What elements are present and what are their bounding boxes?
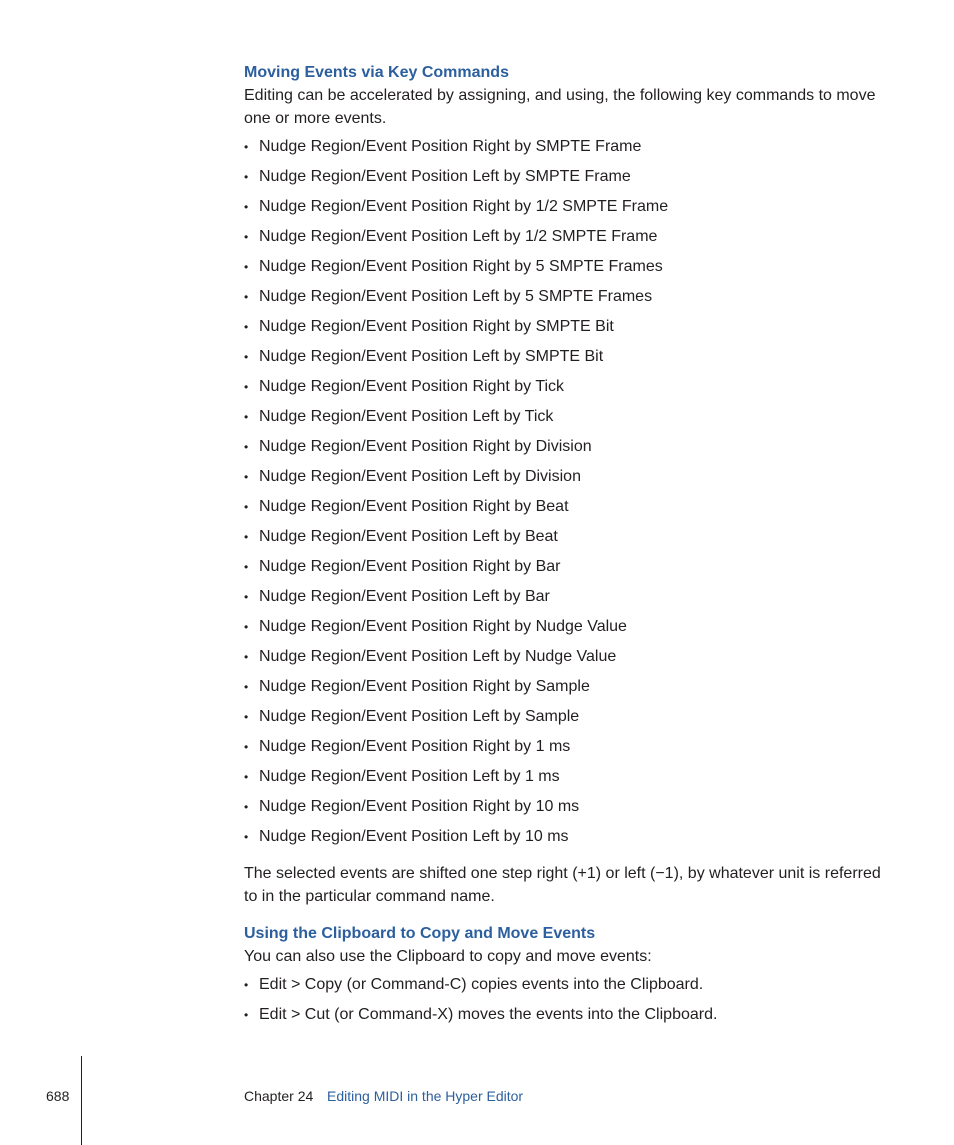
- section-intro-moving-events: Editing can be accelerated by assigning, and using, the following key commands to move one or more events.: [244, 87, 876, 127]
- list-item: [244, 377, 884, 397]
- bullet-icon: •: [244, 140, 249, 154]
- bullet-icon: •: [244, 500, 249, 514]
- list-item: [244, 827, 884, 847]
- bullet-icon: •: [244, 560, 249, 574]
- list-item-text: Nudge Region/Event Position Left by Nudge Value: [259, 648, 617, 665]
- bullet-icon: •: [244, 530, 249, 544]
- list-item: [244, 797, 884, 817]
- bullet-icon: •: [244, 350, 249, 364]
- bullet-icon: •: [244, 410, 249, 424]
- list-item-text: Nudge Region/Event Position Left by 1 ms: [259, 768, 560, 785]
- list-item: [244, 137, 884, 157]
- footer-divider: [81, 1056, 82, 1145]
- list-item: [244, 647, 884, 667]
- list-item-text: Nudge Region/Event Position Left by Sample: [259, 708, 580, 725]
- list-item-text: Nudge Region/Event Position Left by Division: [259, 468, 581, 485]
- list-item-text: Nudge Region/Event Position Right by 1/2 SMPTE Frame: [259, 198, 669, 215]
- list-item-text: Nudge Region/Event Position Right by Tick: [259, 378, 565, 395]
- list-item: [244, 317, 884, 337]
- shift-summary-paragraph: The selected events are shifted one step right (+1) or left (−1), by whatever unit is referred to in the particular command name.: [244, 865, 881, 905]
- list-item-text: Edit > Copy (or Command-C) copies events into the Clipboard.: [259, 976, 704, 993]
- page-number: 688: [46, 1088, 70, 1104]
- list-item-text: Nudge Region/Event Position Left by 10 ms: [259, 828, 569, 845]
- bullet-icon: •: [244, 770, 249, 784]
- chapter-title: Editing MIDI in the Hyper Editor: [327, 1088, 524, 1104]
- section-heading-moving-events: Moving Events via Key Commands: [244, 64, 509, 81]
- list-item-text: Nudge Region/Event Position Right by Beat: [259, 498, 569, 515]
- bullet-icon: •: [244, 380, 249, 394]
- list-item: [244, 707, 884, 727]
- list-item-text: Nudge Region/Event Position Right by SMPTE Bit: [259, 318, 614, 335]
- list-item: [244, 527, 884, 547]
- bullet-icon: •: [244, 740, 249, 754]
- bullet-icon: •: [244, 620, 249, 634]
- bullet-icon: •: [244, 710, 249, 724]
- list-item: [244, 257, 884, 277]
- section-heading-clipboard: Using the Clipboard to Copy and Move Events: [244, 925, 596, 942]
- list-item-text: Nudge Region/Event Position Right by Sample: [259, 678, 590, 695]
- list-item-text: Edit > Cut (or Command-X) moves the events into the Clipboard.: [259, 1006, 718, 1023]
- bullet-icon: •: [244, 590, 249, 604]
- clipboard-command-list: [244, 975, 884, 1025]
- bullet-icon: •: [244, 170, 249, 184]
- page-footer: [0, 1086, 954, 1106]
- list-item: [244, 975, 884, 995]
- bullet-icon: •: [244, 230, 249, 244]
- list-item-text: Nudge Region/Event Position Left by 1/2 SMPTE Frame: [259, 228, 658, 245]
- list-item-text: Nudge Region/Event Position Left by Beat: [259, 528, 558, 545]
- list-item-text: Nudge Region/Event Position Left by Bar: [259, 588, 550, 605]
- list-item: [244, 227, 884, 247]
- list-item-text: Nudge Region/Event Position Right by 1 ms: [259, 738, 571, 755]
- list-item-text: Nudge Region/Event Position Left by SMPTE Bit: [259, 348, 604, 365]
- bullet-icon: •: [244, 470, 249, 484]
- section-intro-clipboard: You can also use the Clipboard to copy and move events:: [244, 948, 652, 965]
- list-item-text: Nudge Region/Event Position Right by Division: [259, 438, 592, 455]
- list-item: [244, 467, 884, 487]
- list-item-text: Nudge Region/Event Position Right by SMPTE Frame: [259, 138, 642, 155]
- list-item: [244, 497, 884, 517]
- bullet-icon: •: [244, 978, 249, 992]
- list-item-text: Nudge Region/Event Position Left by SMPTE Frame: [259, 168, 631, 185]
- list-item: [244, 1005, 884, 1025]
- list-item: [244, 287, 884, 307]
- bullet-icon: •: [244, 290, 249, 304]
- list-item: [244, 587, 884, 607]
- chapter-label: Chapter 24: [244, 1088, 314, 1104]
- list-item: [244, 767, 884, 787]
- bullet-icon: •: [244, 830, 249, 844]
- bullet-icon: •: [244, 320, 249, 334]
- key-command-list: [244, 137, 884, 847]
- list-item: [244, 677, 884, 697]
- list-item: [244, 347, 884, 367]
- page-content: [244, 62, 884, 1025]
- list-item-text: Nudge Region/Event Position Right by 10 ms: [259, 798, 580, 815]
- list-item: [244, 197, 884, 217]
- bullet-icon: •: [244, 440, 249, 454]
- bullet-icon: •: [244, 800, 249, 814]
- bullet-icon: •: [244, 260, 249, 274]
- list-item-text: Nudge Region/Event Position Left by Tick: [259, 408, 554, 425]
- list-item: [244, 407, 884, 427]
- list-item: [244, 557, 884, 577]
- bullet-icon: •: [244, 680, 249, 694]
- list-item: [244, 437, 884, 457]
- list-item: [244, 617, 884, 637]
- bullet-icon: •: [244, 200, 249, 214]
- bullet-icon: •: [244, 1008, 249, 1022]
- list-item: [244, 167, 884, 187]
- list-item: [244, 737, 884, 757]
- list-item-text: Nudge Region/Event Position Right by Nudge Value: [259, 618, 627, 635]
- list-item-text: Nudge Region/Event Position Right by 5 SMPTE Frames: [259, 258, 663, 275]
- bullet-icon: •: [244, 650, 249, 664]
- list-item-text: Nudge Region/Event Position Left by 5 SMPTE Frames: [259, 288, 653, 305]
- list-item-text: Nudge Region/Event Position Right by Bar: [259, 558, 561, 575]
